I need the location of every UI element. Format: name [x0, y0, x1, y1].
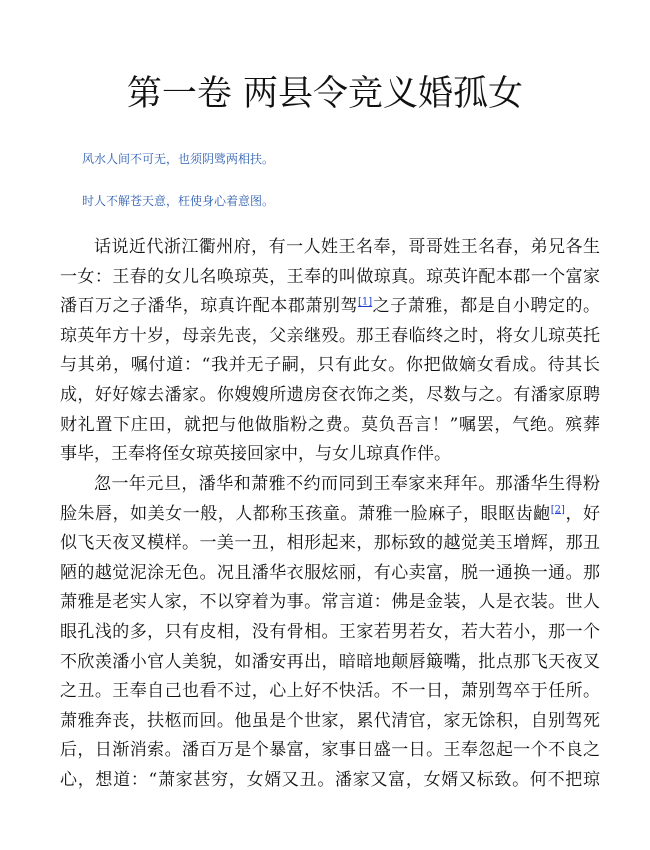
paragraph-line: 琼英年方十岁，母亲先丧，父亲继殁。那王春临终之时，将女儿琼英托 [60, 325, 600, 346]
poem-line-1: 风水人间不可无，也须阴骘两相扶。 [82, 152, 275, 166]
paragraph-line-part: 之子萧雅，都是自小聘定的。 [372, 296, 600, 317]
paragraph-line: 与其弟，嘱付道：“我并无子嗣，只有此女。你把做嫡女看成。待其长 [60, 355, 600, 376]
paragraph-line-part: 潘百万之子潘华，琼真许配本郡萧别驾 [60, 296, 358, 317]
paragraph-line: 话说近代浙江衢州府，有一人姓王名奉，哥哥姓王名春，弟兄各生 [94, 237, 600, 257]
paragraph-line: 一女：王春的女儿名唤琼英，王奉的叫做琼真。琼英许配本郡一个富家 [60, 266, 600, 287]
paragraph-line: 忽一年元旦，潘华和萧雅不约而同到王奉家来拜年。那潘华生得粉 [94, 474, 600, 494]
paragraph-line: 成，好好嫁去潘家。你嫂嫂所遗房奁衣饰之类，尽数与之。有潘家原聘 [60, 384, 600, 405]
paragraph-line: 不欣羡潘小官人美貌，如潘安再出，暗暗地颠唇簸嘴，批点那飞天夜叉 [60, 651, 600, 672]
paragraph-line: 似飞天夜叉模样。一美一丑，相形起来，那标致的越觉美玉增辉，那丑 [60, 533, 600, 554]
paragraph-line: 萧雅是老实人家，不以穿着为事。常言道：佛是金装，人是衣装。世人 [60, 592, 600, 613]
paragraph-line: 萧雅奔丧，扶柩而回。他虽是个世家，累代清官，家无馀积，自别驾死 [60, 710, 600, 731]
paragraph-line: 事毕，王奉将侄女琼英接回家中，与女儿琼真作伴。 [60, 444, 451, 465]
paragraph-line [60, 500, 600, 530]
paragraph-line-part: 脸朱唇，如美女一般，人都称玉孩童。萧雅一脸麻子，眼眍齿齙 [60, 503, 551, 524]
paragraph-line [60, 292, 600, 322]
footnote-link-1[interactable]: [1] [357, 296, 373, 308]
paragraph-line: 眼孔浅的多，只有皮相，没有骨相。王家若男若女，若大若小，那一个 [60, 621, 600, 642]
footnote-link-2[interactable]: [2] [550, 503, 565, 515]
paragraph-line: 心，想道：“萧家甚穷，女婿又丑。潘家又富，女婿又标致。何不把琼 [60, 769, 600, 790]
paragraph-2 [60, 470, 600, 796]
paragraph-line-part: ，好 [564, 503, 601, 524]
paragraph-1 [60, 233, 600, 470]
paragraph-line: 后，日渐消索。潘百万是个暴富，家事日盛一日。王奉忽起一个不良之 [60, 740, 600, 761]
paragraph-line: 陋的越觉泥涂无色。况且潘华衣服炫丽，有心卖富，脱一通换一通。那 [60, 562, 600, 583]
paragraph-line: 财礼置下庄田，就把与他做脂粉之费。莫负吾言！”嘱罢，气绝。殡葬 [60, 414, 600, 435]
paragraph-line: 之丑。王奉自己也看不过，心上好不快活。不一日，萧别驾卒于任所。 [60, 681, 600, 702]
chapter-title: 第一卷 两县令竞义婚孤女 [126, 74, 524, 114]
poem-line-2: 时人不解苍天意，枉使身心着意图。 [82, 194, 275, 208]
